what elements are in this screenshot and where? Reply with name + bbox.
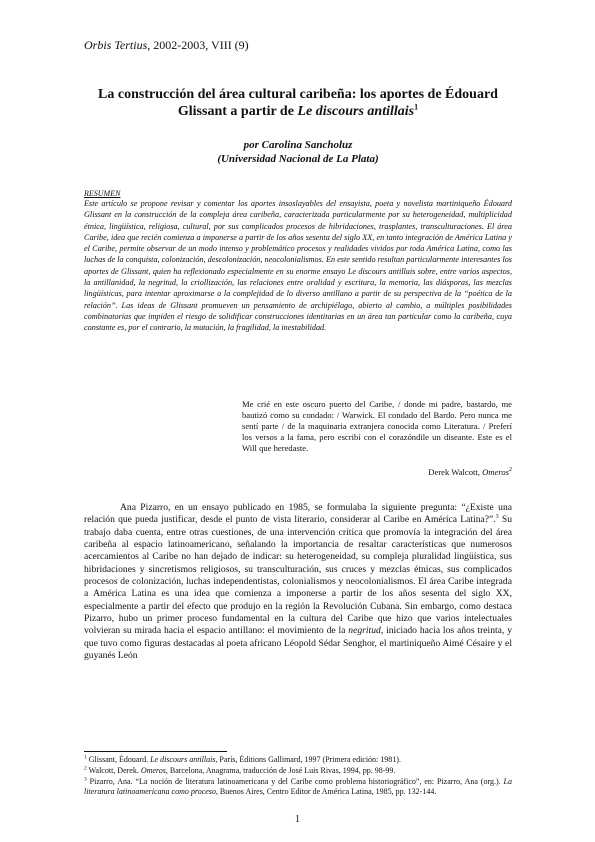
- abstract-text: Este artículo se propone revisar y comentar los aportes insoslayables del ensayista, poeta y novelista martiniqueño Édouard Glissant en la construcción de la compleja área caribeña, caracterizada particularmente por su heterogeneidad, multiplicidad étnica, lingüística, religiosa, cultural, por sus complicados procesos de hibridaciones, trasplantes, transculturaciones. El área Caribe, idea que recién comienza a imponerse a partir de los años sesenta del siglo XX, en tanto integración de América Latina y el Caribe, permite observar de un modo intenso y problemático procesos y realidades vividos por toda América Latina, como las luchas de la conquista, colonización, descolonización, neocolonialismos. En este sentido resultan particularmente interesantes los aportes de Glissant, quien ha reflexionado especialmente en su enorme ensayo Le discours antillais sobre, entre varios aspectos, la antillanidad, la negritud, la criollización, las relaciones entre oralidad y escritura, la memoria, las diásporas, las mezclas lingüísticas, para intentar aproximarse a la complejidad de lo diverso antillano a partir de su perspectiva de la “poética de la relación”. Las ideas de Glissant promueven un pensamiento de archipiélago, abierto al cambio, a múltiples posibilidades combinatorias que impiden el riesgo de solidificar construcciones identitarias en un área tan particular como la caribeña, cuya constante es, por el contrario, la mutación, la fragilidad, la inestabilidad.: [84, 199, 512, 333]
- footnote-title: Omeros: [140, 765, 166, 775]
- footnote-text: , Barcelona, Anagrama, traducción de José Luis Rivas, 1994, pp. 98-99.: [165, 765, 396, 775]
- footnote-text: , Buenos Aires, Centro Editor de América Latina, 1985, pp. 132-144.: [215, 787, 437, 797]
- footnote-number: 2: [84, 765, 87, 772]
- title-note-ref[interactable]: 1: [414, 102, 419, 112]
- footnote-text: Walcott, Derek.: [86, 765, 141, 775]
- body-part-2: Su trabajo daba cuenta, entre otras cuestiones, de una intervención crítica que promovía la integración del área caribeña al espacio latinoamericano, señalando la importancia de resaltar características que numerosos acercamientos al Caribe no han dejado de indicar: su heterogeneidad, su compleja pluralidad lingüística, sus hibridaciones y sincretismos religiosos, su transculturación, sus cruces y mezclas étnicas, sus complicados procesos de colonización, luchas independentistas, colonialismos y neocolonialismos. El área Caribe integrada a América Latina es una idea que comienza a imponerse a partir de los años sesenta del siglo XX, especialmente a partir del efecto que produjo en la región la Revolución Cubana. Sin embargo, como destaca Pizarro, hubo un primer proceso fundamental en la cultura del Caribe que hizo que varios intelectuales volvieran su mirada hacia el espacio antillano: el movimiento de la: [84, 514, 512, 637]
- title-line-2-text: Glissant a partir de: [177, 104, 298, 119]
- journal-name: Orbis Tertius: [84, 38, 148, 52]
- journal-issue: , 2002-2003, VIII (9): [147, 38, 249, 52]
- footnote: [84, 777, 512, 799]
- footnote-text: Pizarro, Ana. “La noción de literatura latinoamericana y del Caribe como problema historiográfico”, en: Pizarro, Ana (org.).: [86, 776, 504, 786]
- body-italic-term: negritud: [348, 625, 381, 637]
- body-paragraph: [84, 502, 512, 662]
- article-title: [84, 86, 512, 120]
- title-book: Le discours antillais: [297, 104, 415, 119]
- epigraph-work: Omeros: [482, 467, 509, 477]
- epigraph-author: Derek Walcott,: [428, 467, 483, 477]
- body-part-1: Ana Pizarro, en un ensayo publicado en 1985, se formulaba la siguiente pregunta: “¿Existe una relación que pueda justificar, desde el punto de vista literario, considerar al Caribe en América Latina?”.: [84, 502, 512, 526]
- footnotes: [84, 755, 512, 798]
- title-line-2: [84, 103, 512, 120]
- body-part-3: , iniciado hacia los años treinta, y que tuvo como figuras destacadas al poeta africano Léopold Sédar Senghor, el martiniqueño Aimé Césaire y el guyanés León: [84, 625, 512, 662]
- footnote: [84, 766, 512, 777]
- abstract-heading: RESUMEN: [84, 189, 121, 198]
- author-affiliation: (Universidad Nacional de La Plata): [217, 153, 379, 165]
- footnote-text: Glissant, Édouard.: [86, 755, 151, 764]
- epigraph-text: Me crié en este oscuro puerto del Caribe, / donde mi padre, bastardo, me bautizó como su condado: / Warwick. El condado del Bardo. Pero nunca me sentí parte / de la maquinaria extranjera conocida como Literatura. / Preferí los versos a la fama, pero escribí con el corazóndile un diseante. Este es el Will que heredaste.: [242, 399, 512, 453]
- author-name: por Carolina Sancholuz: [243, 139, 353, 151]
- footnote-title: La literatura latinoamericana como proceso: [84, 776, 512, 797]
- footnote: [84, 755, 512, 766]
- footnote-text: , París, Éditions Gallimard, 1997 (Primera edición: 1981).: [215, 755, 401, 764]
- body-note-ref[interactable]: 3: [495, 514, 499, 521]
- page-number: 1: [295, 814, 300, 825]
- footnote-number: 1: [84, 754, 87, 761]
- footnote-number: 3: [84, 775, 87, 782]
- epigraph-source: [242, 467, 512, 477]
- footnote-divider: [84, 751, 227, 752]
- footnote-title: Le discours antillais: [150, 755, 216, 764]
- epigraph-note-ref[interactable]: 2: [509, 467, 512, 474]
- journal-header: [84, 38, 249, 53]
- title-line-1: La construcción del área cultural caribeña: los aportes de Édouard: [98, 87, 498, 102]
- author-block: [84, 138, 512, 166]
